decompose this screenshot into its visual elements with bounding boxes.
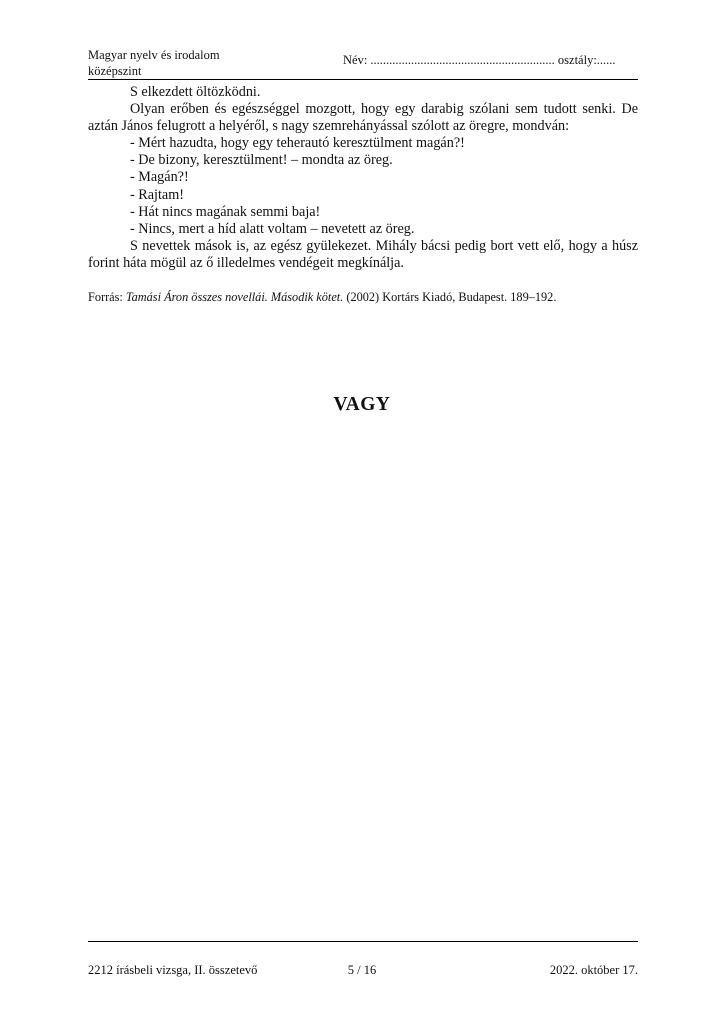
subject-name: Magyar nyelv és irodalom — [88, 48, 220, 62]
dialogue-line: - De bizony, keresztülment! – mondta az öreg. — [130, 152, 393, 169]
subject-level: középszint — [88, 64, 142, 78]
dialogue-line: - Rajtam! — [130, 186, 184, 203]
paragraph: S elkezdett öltözködni. — [130, 84, 261, 100]
dialogue-line: - Nincs, mert a híd alatt voltam – nevetett az öreg. — [130, 220, 415, 237]
source-title: Tamási Áron összes novellái. Második kötet. — [125, 290, 344, 304]
page-number: 5 / 16 — [347, 963, 377, 977]
paragraph: S nevettek mások is, az egész gyülekezet. Mihály bácsi pedig bort vett elő, hogy a húsz forint háta mögül az ő illedelmes vendégeit megkínálja. — [88, 237, 638, 271]
name-class-field: Név: ........................................................... osztály:...... — [343, 53, 616, 67]
story-excerpt — [88, 84, 638, 272]
paragraph: Olyan erőben és egészséggel mozgott, hogy egy darabig szólani sem tudott senki. De aztán János felugrott a helyéről, s nagy szemrehányással szólott az öregre, mondván: — [88, 101, 638, 135]
dialogue-line: - Magán?! — [130, 169, 189, 186]
source-citation — [88, 290, 556, 305]
exam-code: 2212 írásbeli vizsga, II. összetevő — [88, 963, 258, 977]
footer-rule — [88, 941, 638, 942]
source-prefix: Forrás: — [88, 290, 126, 304]
section-separator: VAGY — [333, 394, 391, 415]
exam-date: 2022. október 17. — [549, 963, 638, 977]
header-subject — [88, 47, 220, 79]
dialogue-line: - Mért hazudta, hogy egy teherautó keresztülment magán?! — [130, 135, 465, 152]
header-rule — [88, 79, 638, 80]
source-publication: (2002) Kortárs Kiadó, Budapest. 189–192. — [343, 290, 557, 304]
dialogue-line: - Hát nincs magának semmi baja! — [130, 203, 321, 220]
